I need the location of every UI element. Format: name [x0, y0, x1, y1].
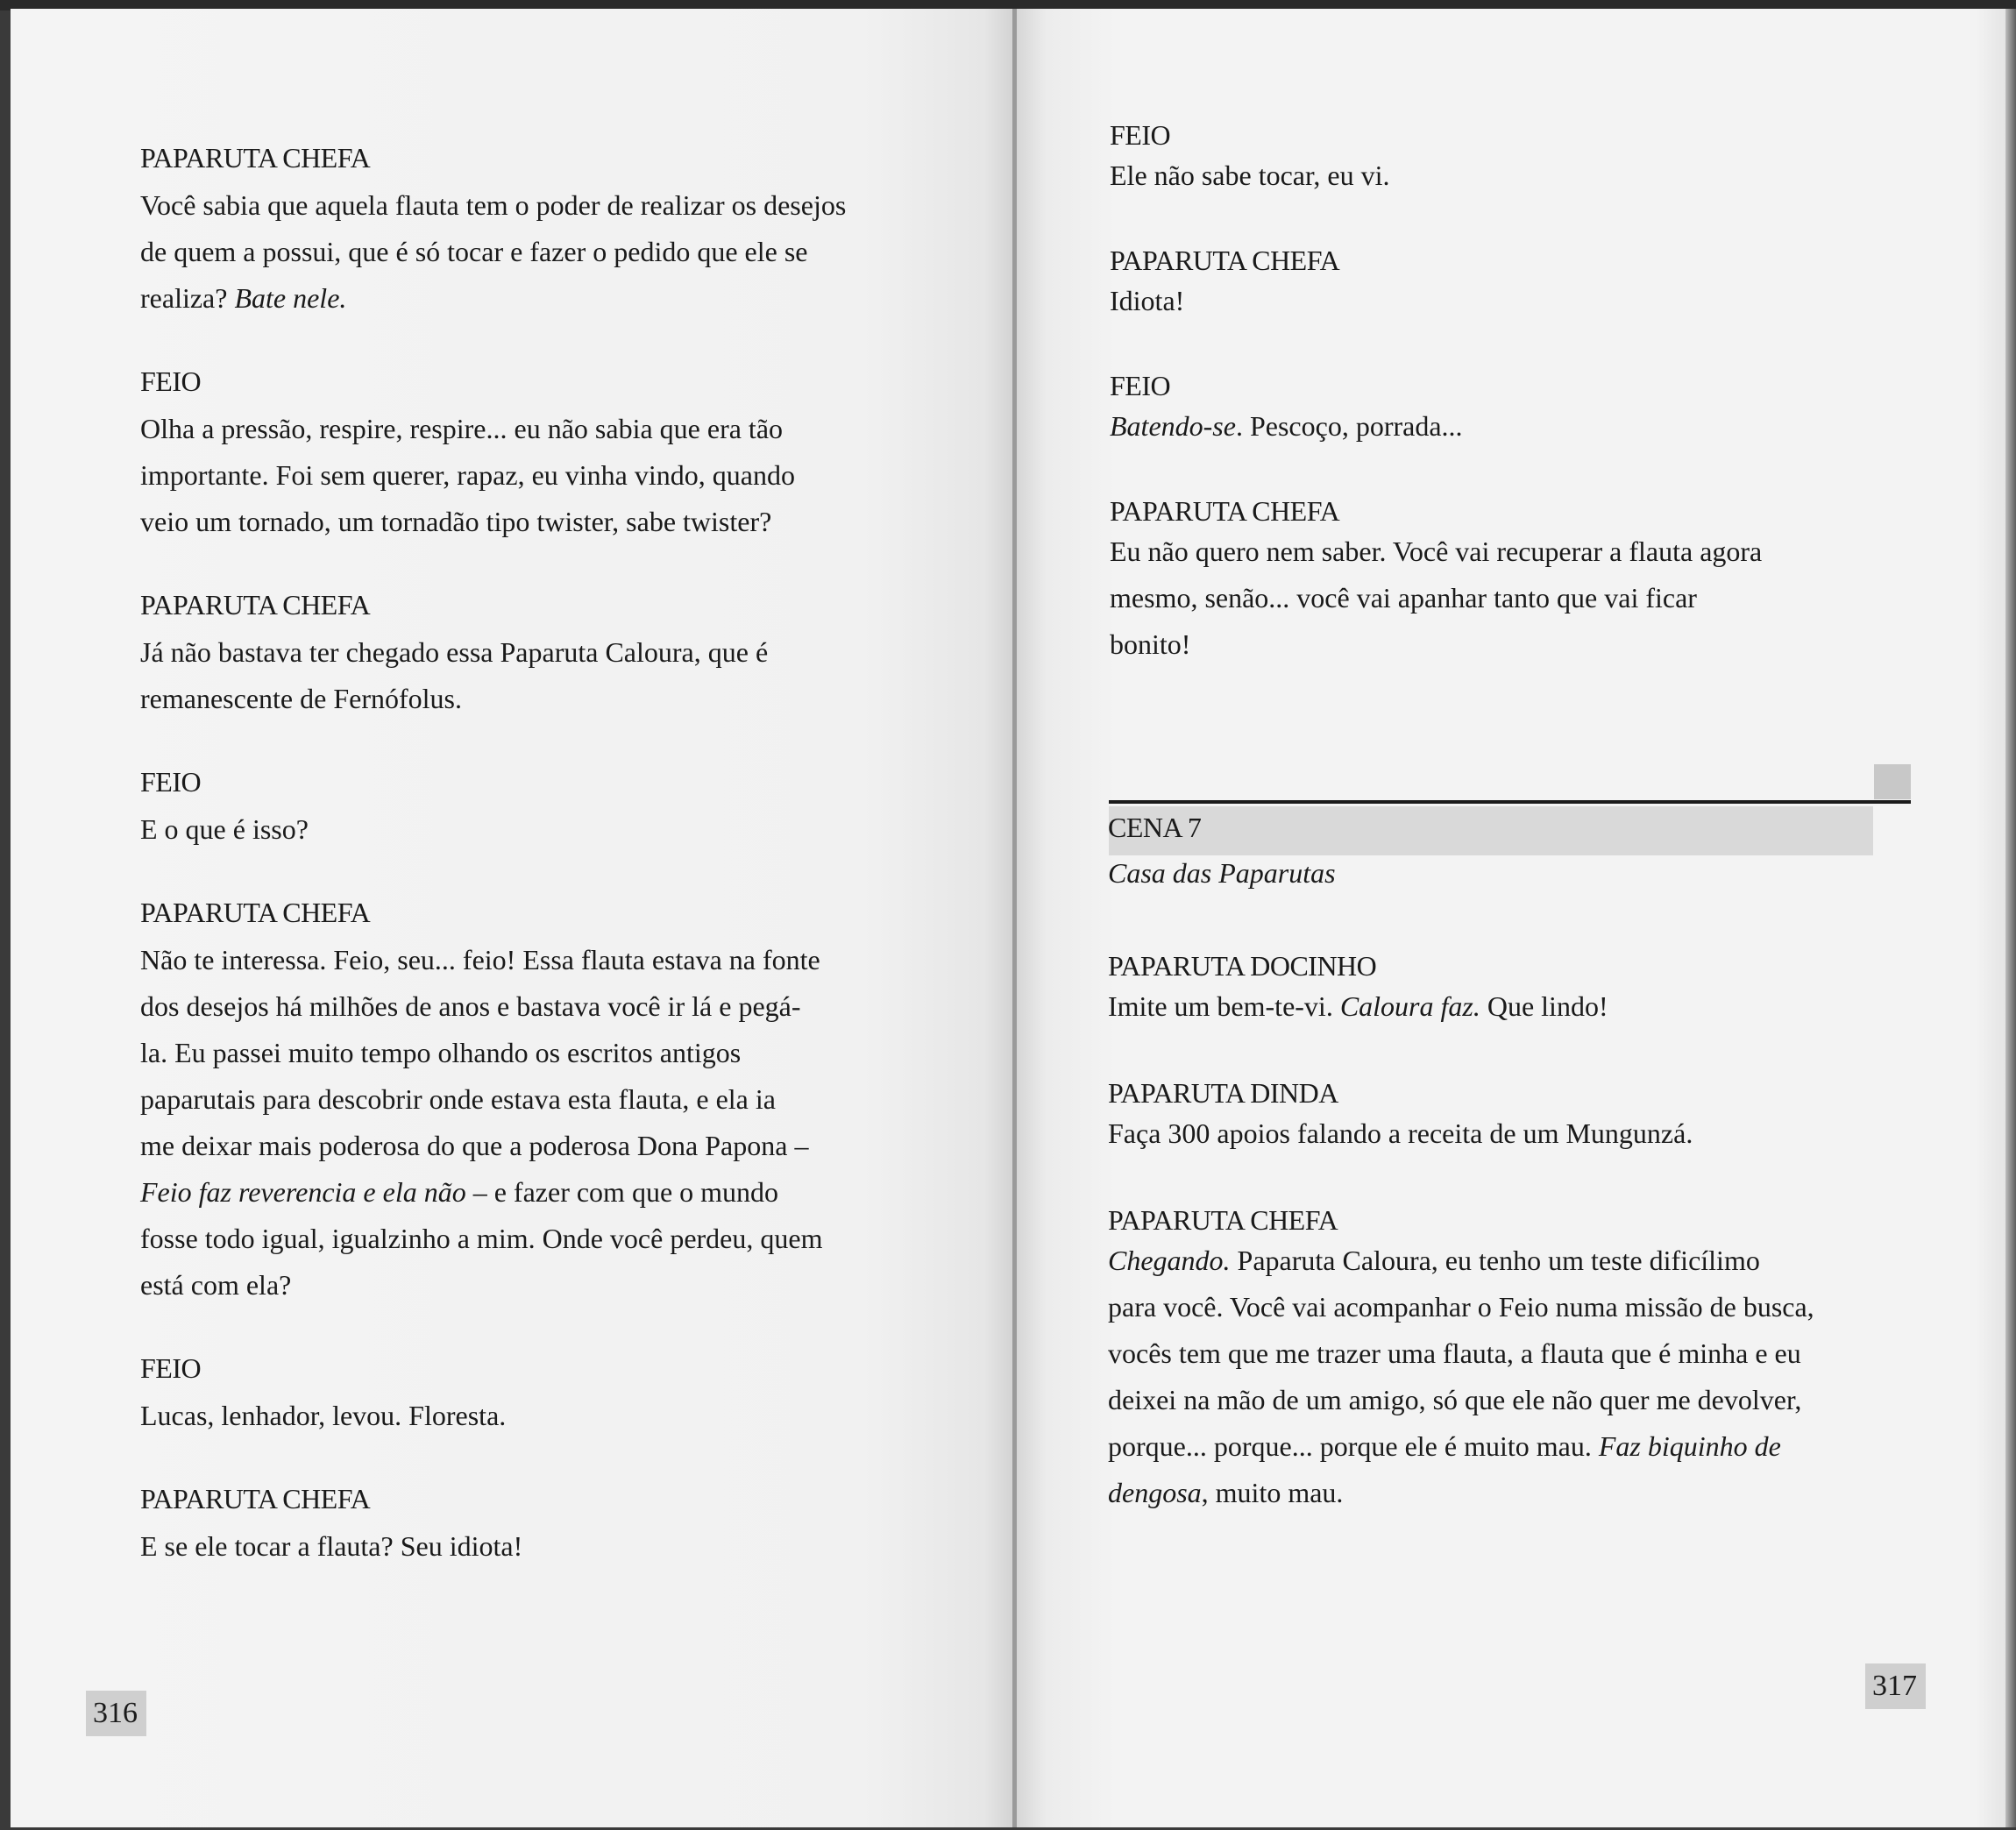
- dialogue-line: [140, 1123, 916, 1169]
- dialogue-text: E se ele tocar a flauta? Seu idiota!: [140, 1530, 523, 1562]
- dialogue-line: [1110, 403, 1872, 450]
- dialogue-text: Faça 300 apoios falando a receita de um Mungunzá.: [1108, 1117, 1693, 1149]
- stage-direction: Feio faz reverencia e ela não: [140, 1176, 466, 1208]
- dialogue-text: de quem a possui, que é só tocar e fazer o pedido que ele se: [140, 236, 808, 267]
- dialogue-text: deixei na mão de um amigo, só que ele não quer me devolver,: [1108, 1384, 1802, 1415]
- dialogue-line: [140, 182, 916, 229]
- dialogue-line: [140, 1393, 916, 1439]
- speaker-name: FEIO: [1110, 370, 1171, 401]
- dialogue-line: [140, 676, 916, 722]
- scene-title: CENA 7: [1108, 812, 1202, 843]
- page-number-right: 317: [1865, 1663, 1926, 1709]
- dialogue-line: [140, 629, 916, 676]
- dialogue-text: realiza?: [140, 282, 235, 314]
- stage-direction: Faz biquinho de: [1598, 1430, 1781, 1462]
- dialogue-text: para você. Você vai acompanhar o Feio numa missão de busca,: [1108, 1291, 1814, 1323]
- dialogue-line: [140, 806, 916, 853]
- dialogue-line: [1108, 1284, 1870, 1330]
- dialogue-line: [140, 275, 916, 322]
- dialogue-line: [1110, 528, 1872, 575]
- dialogue-line: [140, 1262, 916, 1309]
- dialogue-text: Não te interessa. Feio, seu... feio! Essa flauta estava na fonte: [140, 944, 820, 975]
- dialogue-text: . Pescoço, porrada...: [1235, 410, 1463, 442]
- dialogue-line: [140, 1076, 916, 1123]
- dialogue-text: Ele não sabe tocar, eu vi.: [1110, 160, 1390, 191]
- right-page-text-bottom: [1108, 948, 1870, 1516]
- dialogue-text: Eu não quero nem saber. Você vai recuperar a flauta agora: [1110, 536, 1763, 567]
- dialogue-line: [1110, 278, 1872, 324]
- dialogue-line: [140, 1169, 916, 1216]
- dialogue-line: [1108, 1330, 1870, 1377]
- dialogue-text: Paparuta Caloura, eu tenho um teste dificílimo: [1230, 1245, 1760, 1276]
- dialogue-text: veio um tornado, um tornadão tipo twister, sabe twister?: [140, 506, 772, 537]
- dialogue-text: importante. Foi sem querer, rapaz, eu vinha vindo, quando: [140, 459, 795, 491]
- dialogue-text: Lucas, lenhador, levou. Floresta.: [140, 1400, 507, 1431]
- scene-divider: [1109, 800, 1911, 804]
- dialogue-text: paparutais para descobrir onde estava esta flauta, e ela ia: [140, 1083, 776, 1115]
- dialogue-text: E o que é isso?: [140, 813, 309, 845]
- dialogue-text: Você sabia que aquela flauta tem o poder de realizar os desejos: [140, 189, 847, 221]
- dialogue-line: [140, 1523, 916, 1570]
- speaker-name: PAPARUTA CHEFA: [140, 142, 371, 174]
- speaker-name: FEIO: [140, 365, 202, 397]
- dialogue-text: dos desejos há milhões de anos e bastava você ir lá e pegá-: [140, 990, 801, 1022]
- speaker-name: FEIO: [140, 1352, 202, 1384]
- book-right-edge: [2005, 9, 2016, 1827]
- speaker-name: PAPARUTA CHEFA: [140, 1483, 371, 1514]
- dialogue-text: Já não bastava ter chegado essa Paparuta Caloura, que é: [140, 636, 769, 668]
- stage-direction: Chegando.: [1108, 1245, 1231, 1276]
- speaker-name: PAPARUTA DINDA: [1108, 1077, 1338, 1109]
- scene-header: [1108, 810, 1870, 897]
- page-number-left: 316: [86, 1691, 146, 1736]
- dialogue-line: [1110, 575, 1872, 621]
- stage-direction: dengosa: [1108, 1477, 1202, 1508]
- dialogue-text: Que lindo!: [1480, 990, 1608, 1022]
- dialogue-line: [140, 406, 916, 452]
- speaker-name: FEIO: [1110, 119, 1171, 151]
- scene-setting: Casa das Paparutas: [1108, 857, 1336, 889]
- dialogue-line: [140, 983, 916, 1030]
- dialogue-text: vocês tem que me trazer uma flauta, a flauta que é minha e eu: [1108, 1337, 1801, 1369]
- right-page-text-top: [1110, 117, 1872, 668]
- dialogue-text: Olha a pressão, respire, respire... eu não sabia que era tão: [140, 413, 784, 444]
- dialogue-line: [140, 937, 916, 983]
- dialogue-text: porque... porque... porque ele é muito mau.: [1108, 1430, 1599, 1462]
- speaker-name: PAPARUTA CHEFA: [1110, 245, 1340, 276]
- speaker-name: PAPARUTA CHEFA: [1108, 1204, 1338, 1236]
- dialogue-text: Idiota!: [1110, 285, 1185, 316]
- dialogue-line: [1108, 1377, 1870, 1423]
- dialogue-text: – e fazer com que o mundo: [465, 1176, 779, 1208]
- scene-marker-tab: [1874, 764, 1911, 799]
- speaker-name: PAPARUTA DOCINHO: [1108, 950, 1377, 982]
- dialogue-text: está com ela?: [140, 1269, 292, 1301]
- dialogue-text: bonito!: [1110, 628, 1191, 660]
- dialogue-line: [1108, 1470, 1870, 1516]
- dialogue-line: [140, 1030, 916, 1076]
- speaker-name: PAPARUTA CHEFA: [1110, 495, 1340, 527]
- left-page-text: [140, 140, 916, 1570]
- speaker-name: FEIO: [140, 766, 202, 798]
- stage-direction: Bate nele.: [234, 282, 347, 314]
- dialogue-text: , muito mau.: [1201, 1477, 1344, 1508]
- dialogue-text: mesmo, senão... você vai apanhar tanto que vai ficar: [1110, 582, 1697, 614]
- dialogue-line: [1108, 983, 1870, 1030]
- dialogue-text: la. Eu passei muito tempo olhando os escritos antigos: [140, 1037, 742, 1068]
- speaker-name: PAPARUTA CHEFA: [140, 589, 371, 621]
- stage-direction: Batendo-se: [1110, 410, 1236, 442]
- dialogue-line: [140, 452, 916, 499]
- dialogue-line: [140, 499, 916, 545]
- speaker-name: PAPARUTA CHEFA: [140, 897, 371, 928]
- dialogue-line: [1108, 1238, 1870, 1284]
- dialogue-line: [1110, 152, 1872, 199]
- dialogue-text: remanescente de Fernófolus.: [140, 683, 462, 714]
- dialogue-text: fosse todo igual, igualzinho a mim. Onde você perdeu, quem: [140, 1223, 823, 1254]
- dialogue-line: [1110, 621, 1872, 668]
- stage-direction: Caloura faz.: [1339, 990, 1480, 1022]
- dialogue-line: [140, 229, 916, 275]
- dialogue-line: [1108, 1423, 1870, 1470]
- dialogue-text: me deixar mais poderosa do que a poderosa Dona Papona –: [140, 1130, 809, 1161]
- dialogue-text: Imite um bem-te-vi.: [1108, 990, 1340, 1022]
- dialogue-line: [1108, 1110, 1870, 1157]
- dialogue-line: [140, 1216, 916, 1262]
